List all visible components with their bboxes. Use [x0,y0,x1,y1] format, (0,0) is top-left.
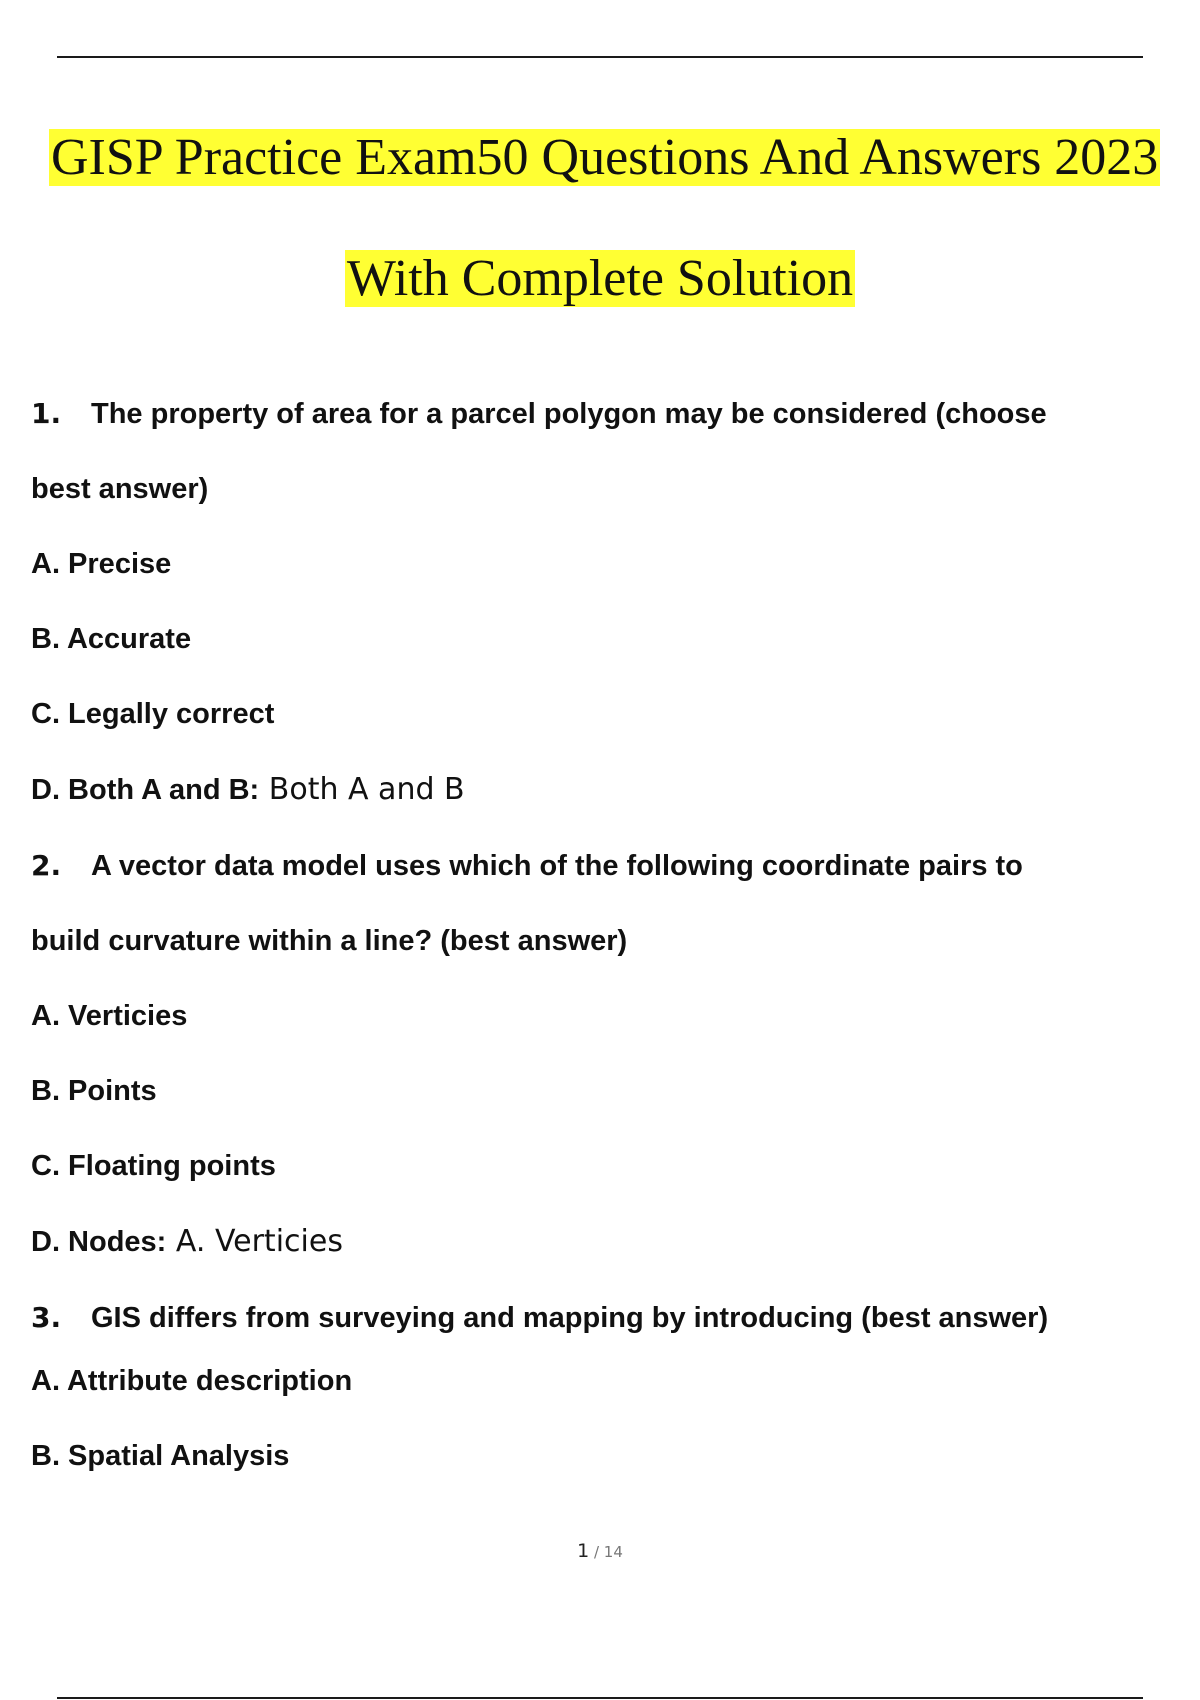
option-d: D. Nodes: A. Verticies [31,1224,343,1259]
question-text: GIS differs from surveying and mapping by introducing (best answer) [91,1302,1049,1334]
answer-text: A. Verticies [166,1224,343,1259]
option-a: A. Verticies [31,1000,188,1032]
answer-text: Both A and B [259,772,465,807]
option-a: A. Precise [31,548,172,580]
option-b: B. Accurate [31,623,192,655]
option-b: B. Points [31,1075,157,1107]
question-text-continued: build curvature within a line? (best answer) [31,925,628,957]
question-list [31,380,1181,1494]
document-title-line-2: With Complete Solution [346,250,854,307]
question-number: 1. [31,397,62,430]
total-pages: / 14 [589,1543,623,1561]
option-d: D. Both A and B: Both A and B [31,772,465,807]
question-1 [31,376,1181,452]
question-text-continued: best answer) [31,473,209,505]
option-c: C. Floating points [31,1150,276,1182]
option-c: C. Legally correct [31,698,275,730]
bottom-divider [57,1697,1143,1699]
option-b: B. Spatial Analysis [31,1440,290,1472]
page-indicator [0,1540,1200,1562]
question-text: The property of area for a parcel polygon may be considered (choose [91,398,1047,430]
question-number: 2. [31,849,62,882]
question-number: 3. [31,1301,62,1334]
question-text: A vector data model uses which of the following coordinate pairs to [91,850,1023,882]
option-a: A. Attribute description [31,1365,353,1397]
current-page: 1 [577,1540,590,1562]
question-2 [31,828,1181,904]
top-divider [57,56,1143,58]
document-title-line-1: GISP Practice Exam50 Questions And Answers 2023 [51,129,1159,186]
